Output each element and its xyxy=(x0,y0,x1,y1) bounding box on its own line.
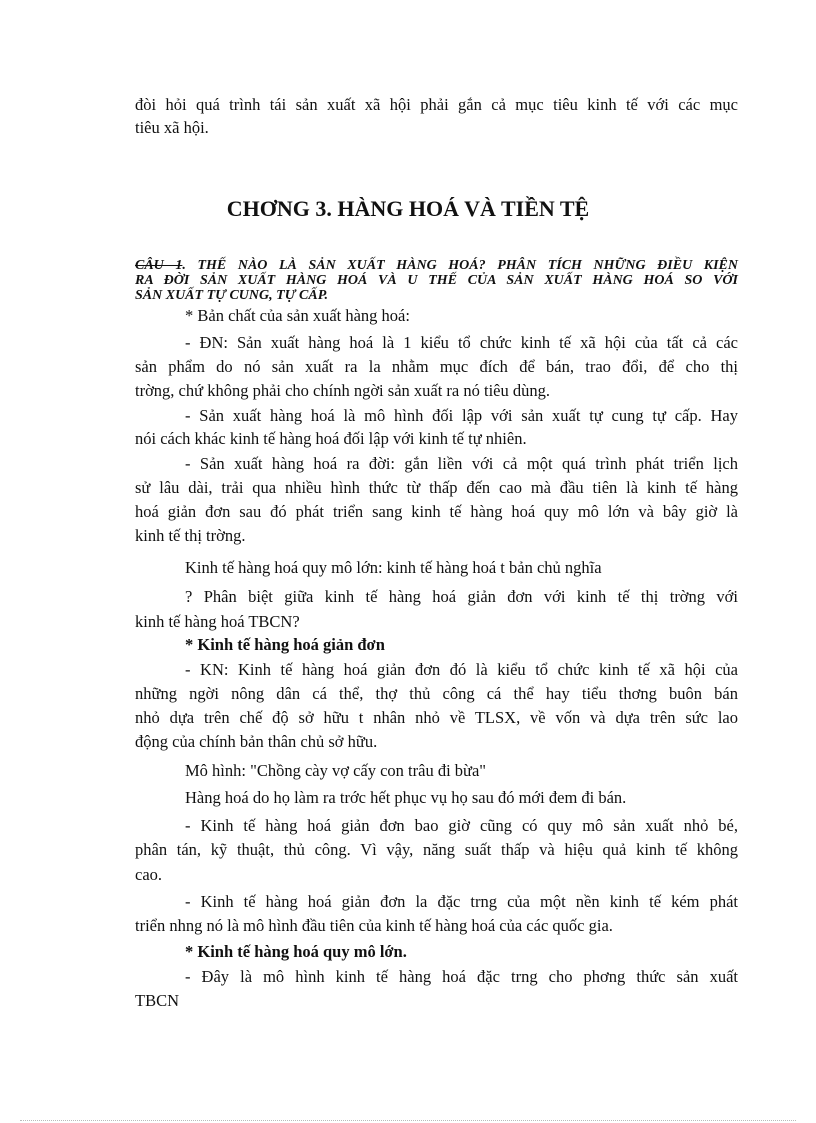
body-line: cao. xyxy=(135,865,163,884)
section-heading: * Kinh tế hàng hoá quy mô lớn. xyxy=(185,942,407,961)
body-line: kinh tế hàng hoá TBCN? xyxy=(135,612,300,631)
body-line: động của chính bản thân chủ sở hữu. xyxy=(135,732,378,751)
body-line: ? Phân biệt giữa kinh tế hàng hoá giản đơn với kinh tế thị trờng với xyxy=(185,587,738,606)
body-line: - Kinh tế hàng hoá giản đơn bao giờ cũng có quy mô sản xuất nhỏ bé, xyxy=(185,816,738,835)
question-line: . THẾ NÀO LÀ SẢN XUẤT HÀNG HOÁ? PHÂN TÍCH NHỮNG ĐIỀU KIỆN xyxy=(182,258,739,273)
body-line: - KN: Kinh tế hàng hoá giản đơn đó là kiểu tổ chức kinh tế xã hội của xyxy=(185,660,738,679)
body-line: nhỏ dựa trên chế độ sở hữu t nhân nhỏ về TLSX, về vốn và dựa trên sức lao xyxy=(135,708,738,727)
body-line: Kinh tế hàng hoá quy mô lớn: kinh tế hàng hoá t bản chủ nghĩa xyxy=(185,558,602,577)
body-line: phân tán, kỹ thuật, thủ công. Vì vậy, năng suất thấp và hiệu quả kinh tế không xyxy=(135,840,738,859)
question-line: SẢN XUẤT TỰ CUNG, TỰ CẤP. xyxy=(135,288,328,303)
question-heading xyxy=(135,259,738,273)
body-line: những ngời nông dân cá thể, thợ thủ công cá thể hay tiểu thơng buôn bán xyxy=(135,684,738,703)
section-heading: * Kinh tế hàng hoá giản đơn xyxy=(185,635,385,654)
body-line: hoá giản đơn sau đó phát triển sang kinh tế hàng hoá quy mô lớn và bây giờ là xyxy=(135,502,738,521)
body-line: - Đây là mô hình kinh tế hàng hoá đặc trng cho phơng thức sản xuất xyxy=(185,967,738,986)
body-line: - Sản xuất hàng hoá là mô hình đối lập với sản xuất tự cung tự cấp. Hay xyxy=(185,406,738,425)
body-line: sản phẩm do nó sản xuất ra la nhằm mục đích để bán, trao đổi, để cho thị xyxy=(135,357,738,376)
question-label: CÂU 1 xyxy=(135,258,183,273)
body-line: Mô hình: "Chồng cày vợ cấy con trâu đi bừa" xyxy=(185,761,487,780)
body-line: trờng, chứ không phải cho chính ngời sản xuất ra nó tiêu dùng. xyxy=(135,381,550,400)
body-line: sử lâu dài, trải qua nhiều hình thức từ thấp đến cao mà đầu tiên là kinh tế hàng xyxy=(135,478,738,497)
question-line: RA ĐỜI SẢN XUẤT HÀNG HOÁ VÀ U THẾ CỦA SẢN XUẤT HÀNG HOÁ SO VỚI xyxy=(135,273,738,288)
intro-line: đòi hỏi quá trình tái sản xuất xã hội phải gắn cả mục tiêu kinh tế với các mục xyxy=(135,95,738,114)
body-line: * Bản chất của sản xuất hàng hoá: xyxy=(185,306,410,325)
body-line: Hàng hoá do họ làm ra trớc hết phục vụ họ sau đó mới đem đi bán. xyxy=(185,788,627,807)
body-line: - Sản xuất hàng hoá ra đời: gắn liền với cả một quá trình phát triển lịch xyxy=(185,454,738,473)
body-line: - ĐN: Sản xuất hàng hoá là 1 kiểu tổ chức kinh tế xã hội của tất cả các xyxy=(185,333,738,352)
body-line: kinh tế thị trờng. xyxy=(135,526,246,545)
body-line: nói cách khác kinh tế hàng hoá đối lập với kinh tế tự nhiên. xyxy=(135,429,527,448)
body-line: - Kinh tế hàng hoá giản đơn la đặc trng của một nền kinh tế kém phát xyxy=(185,892,738,911)
body-line: TBCN xyxy=(135,991,180,1010)
chapter-title: CHƠNG 3. HÀNG HOÁ VÀ TIỀN TỆ xyxy=(226,196,590,221)
page-bottom-divider xyxy=(20,1120,796,1121)
body-line: triển nhng nó là mô hình đầu tiên của kinh tế hàng hoá của các quốc gia. xyxy=(135,916,613,935)
intro-line: tiêu xã hội. xyxy=(135,118,209,137)
